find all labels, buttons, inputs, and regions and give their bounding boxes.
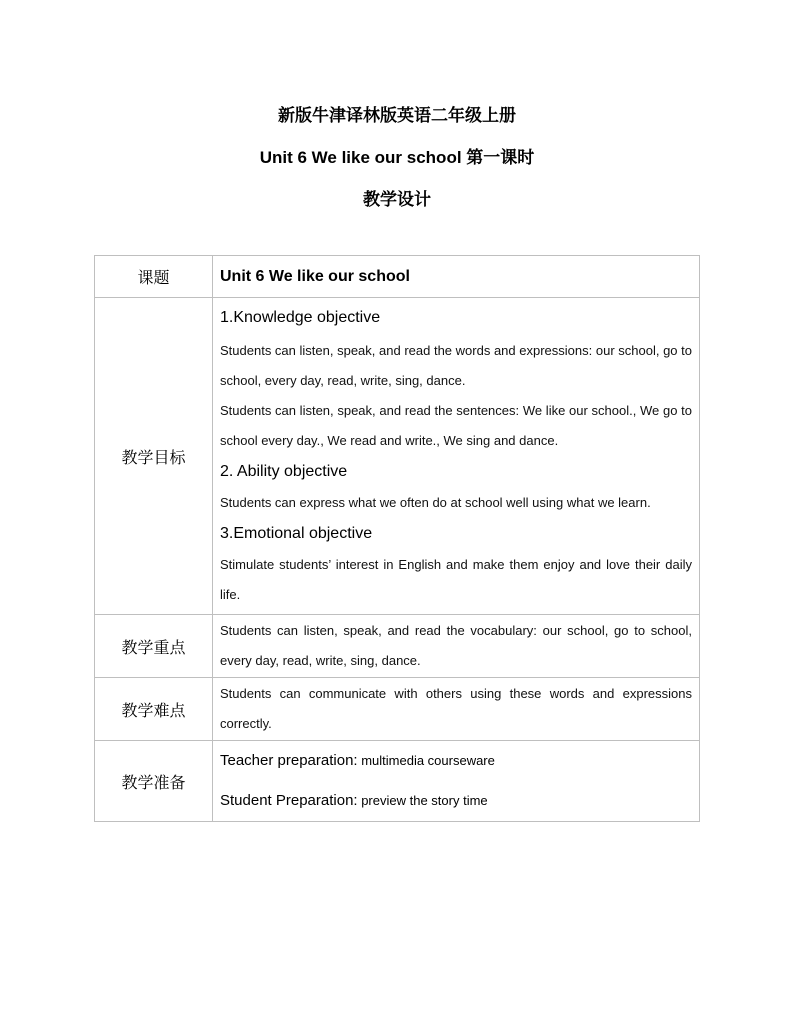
ability-objective-text: Students can express what we often do at school well using what we learn.	[220, 495, 651, 510]
table-row-preparation	[95, 741, 700, 822]
knowledge-objective-heading: 1.Knowledge objective	[220, 309, 381, 326]
goals-content	[213, 298, 700, 615]
emotional-objective-text: Stimulate students’ interest in English and make them enjoy and love their daily life.	[220, 557, 692, 602]
document-header	[0, 100, 794, 210]
preparation-label: 教学准备	[95, 741, 213, 822]
student-preparation-label: Student Preparation:	[220, 792, 358, 809]
teacher-preparation-value: multimedia courseware	[357, 753, 495, 768]
goals-label: 教学目标	[95, 298, 213, 615]
document-subtitle: 教学设计	[363, 190, 431, 209]
topic-label: 课题	[95, 256, 213, 298]
preparation-content	[213, 741, 700, 822]
teacher-preparation	[220, 751, 692, 771]
table-row-difficulties	[95, 678, 700, 741]
key-points-label: 教学重点	[95, 615, 213, 678]
teacher-preparation-label: Teacher preparation:	[220, 752, 358, 769]
knowledge-objective-sentences: Students can listen, speak, and read the sentences: We like our school., We go to school every day., We read and write., We sing and dance.	[220, 403, 692, 448]
ability-objective-heading: 2. Ability objective	[220, 463, 348, 480]
knowledge-objective-words: Students can listen, speak, and read the words and expressions: our school, go to school, every day, read, write, sing, dance.	[220, 343, 692, 388]
student-preparation-value: preview the story time	[357, 793, 488, 808]
table-row-topic	[95, 256, 700, 298]
table-row-key-points	[95, 615, 700, 678]
document-title: 新版牛津译林版英语二年级上册	[278, 106, 516, 125]
topic-value: Unit 6 We like our school	[213, 256, 700, 298]
lesson-plan-table	[94, 255, 700, 822]
student-preparation	[220, 791, 692, 811]
table-row-goals	[95, 298, 700, 615]
difficulties-text: Students can communicate with others using these words and expressions correctly.	[220, 686, 692, 731]
difficulties-label: 教学难点	[95, 678, 213, 741]
emotional-objective-heading: 3.Emotional objective	[220, 525, 373, 542]
key-points-content	[213, 615, 700, 678]
unit-title: Unit 6 We like our school 第一课时	[259, 148, 535, 167]
key-points-text: Students can listen, speak, and read the vocabulary: our school, go to school, every day, read, write, sing, dance.	[220, 623, 692, 668]
difficulties-content	[213, 678, 700, 741]
